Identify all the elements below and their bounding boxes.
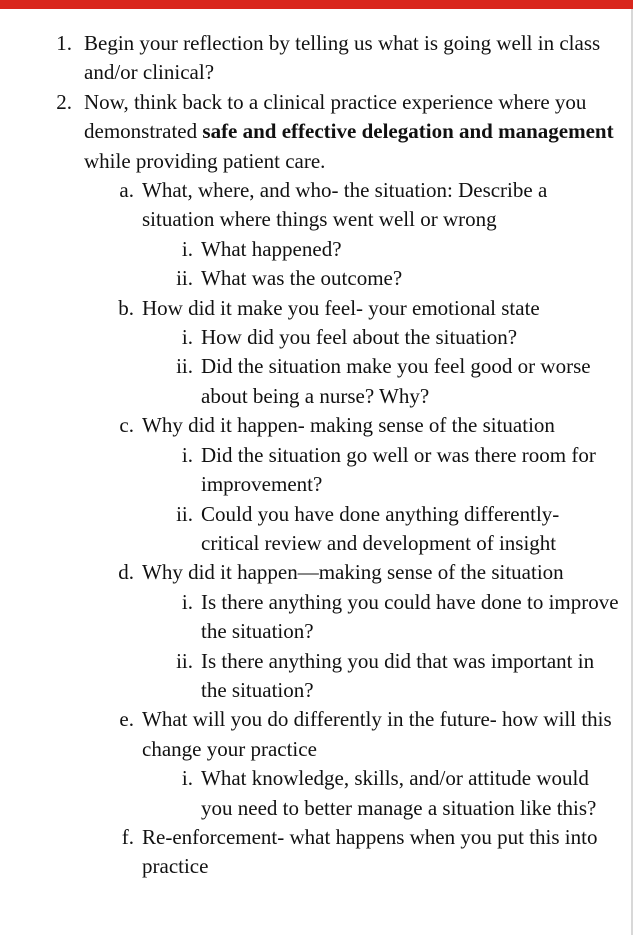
list-item-2d-i	[0, 588, 631, 647]
list-item-2c-i	[0, 441, 631, 500]
list-item-2e	[0, 705, 631, 764]
list-marker: i.	[181, 325, 193, 350]
list-marker: i.	[181, 589, 193, 614]
emphasis-delegation-management: safe and effective delegation and management	[202, 119, 614, 144]
list-marker: ii.	[176, 648, 193, 673]
list-marker: 1.	[56, 31, 72, 55]
list-item-text-intro: Now, think back to a clinical practice experience where you demonstrated	[84, 89, 587, 144]
list-item-text: Why did it happen- making sense of the situation	[142, 413, 555, 438]
list-marker: a.	[119, 178, 134, 203]
list-item-text: Did the situation make you feel good or worse about being a nurse? Why?	[201, 354, 591, 408]
reflection-prompt-list	[0, 29, 631, 882]
list-item-text: How did you feel about the situation?	[201, 325, 518, 350]
list-item-text: What will you do differently in the future- how will this change your practice	[142, 707, 612, 761]
list-item-text: Begin your reflection by telling us what is going well in class and/or clinical?	[84, 31, 601, 85]
list-marker: i.	[181, 236, 193, 261]
list-marker: i.	[181, 442, 193, 467]
list-item-text: How did it make you feel- your emotional state	[142, 295, 540, 320]
list-item-text: What knowledge, skills, and/or attitude would you need to better manage a situation like this?	[201, 766, 597, 820]
list-marker: c.	[119, 413, 134, 438]
list-item-2c-ii	[0, 500, 631, 559]
list-marker: f.	[121, 824, 134, 849]
list-item-2c	[0, 411, 631, 440]
list-marker: d.	[118, 560, 134, 585]
list-item-2d-ii	[0, 647, 631, 706]
top-accent-bar	[0, 0, 633, 9]
list-item-text: Is there anything you could have done to improve the situation?	[201, 589, 619, 644]
list-item-text: What was the outcome?	[201, 266, 403, 291]
list-item-1	[0, 29, 631, 88]
list-item-text: What happened?	[201, 236, 342, 261]
list-item-text: Is there anything you did that was important in the situation?	[201, 648, 595, 702]
list-item-2b-ii	[0, 352, 631, 411]
list-item-text: What, where, and who- the situation: Describe a situation where things went well or wrong	[142, 178, 548, 232]
list-marker: e.	[119, 707, 134, 732]
list-item-2e-i	[0, 764, 631, 823]
list-item-2	[0, 88, 631, 176]
list-item-text: Could you have done anything differently- critical review and development of insight	[201, 501, 560, 555]
list-marker: ii.	[176, 354, 193, 379]
list-item-2a-ii	[0, 264, 631, 293]
list-marker: b.	[118, 295, 134, 320]
list-item-text-outro: while providing patient care.	[84, 148, 326, 173]
list-marker: 2.	[56, 89, 72, 114]
list-marker: i.	[181, 766, 193, 791]
list-item-text: Re-enforcement- what happens when you put this into practice	[142, 824, 598, 879]
list-marker: ii.	[176, 266, 193, 291]
list-item-2a-i	[0, 235, 631, 264]
list-marker: ii.	[176, 501, 193, 526]
list-item-text: Did the situation go well or was there room for improvement?	[201, 442, 596, 497]
list-item-2a	[0, 176, 631, 235]
list-item-2f	[0, 823, 631, 882]
list-item-2b	[0, 294, 631, 323]
list-item-2d	[0, 558, 631, 587]
list-item-2b-i	[0, 323, 631, 352]
list-item-text: Why did it happen—making sense of the situation	[142, 560, 564, 585]
